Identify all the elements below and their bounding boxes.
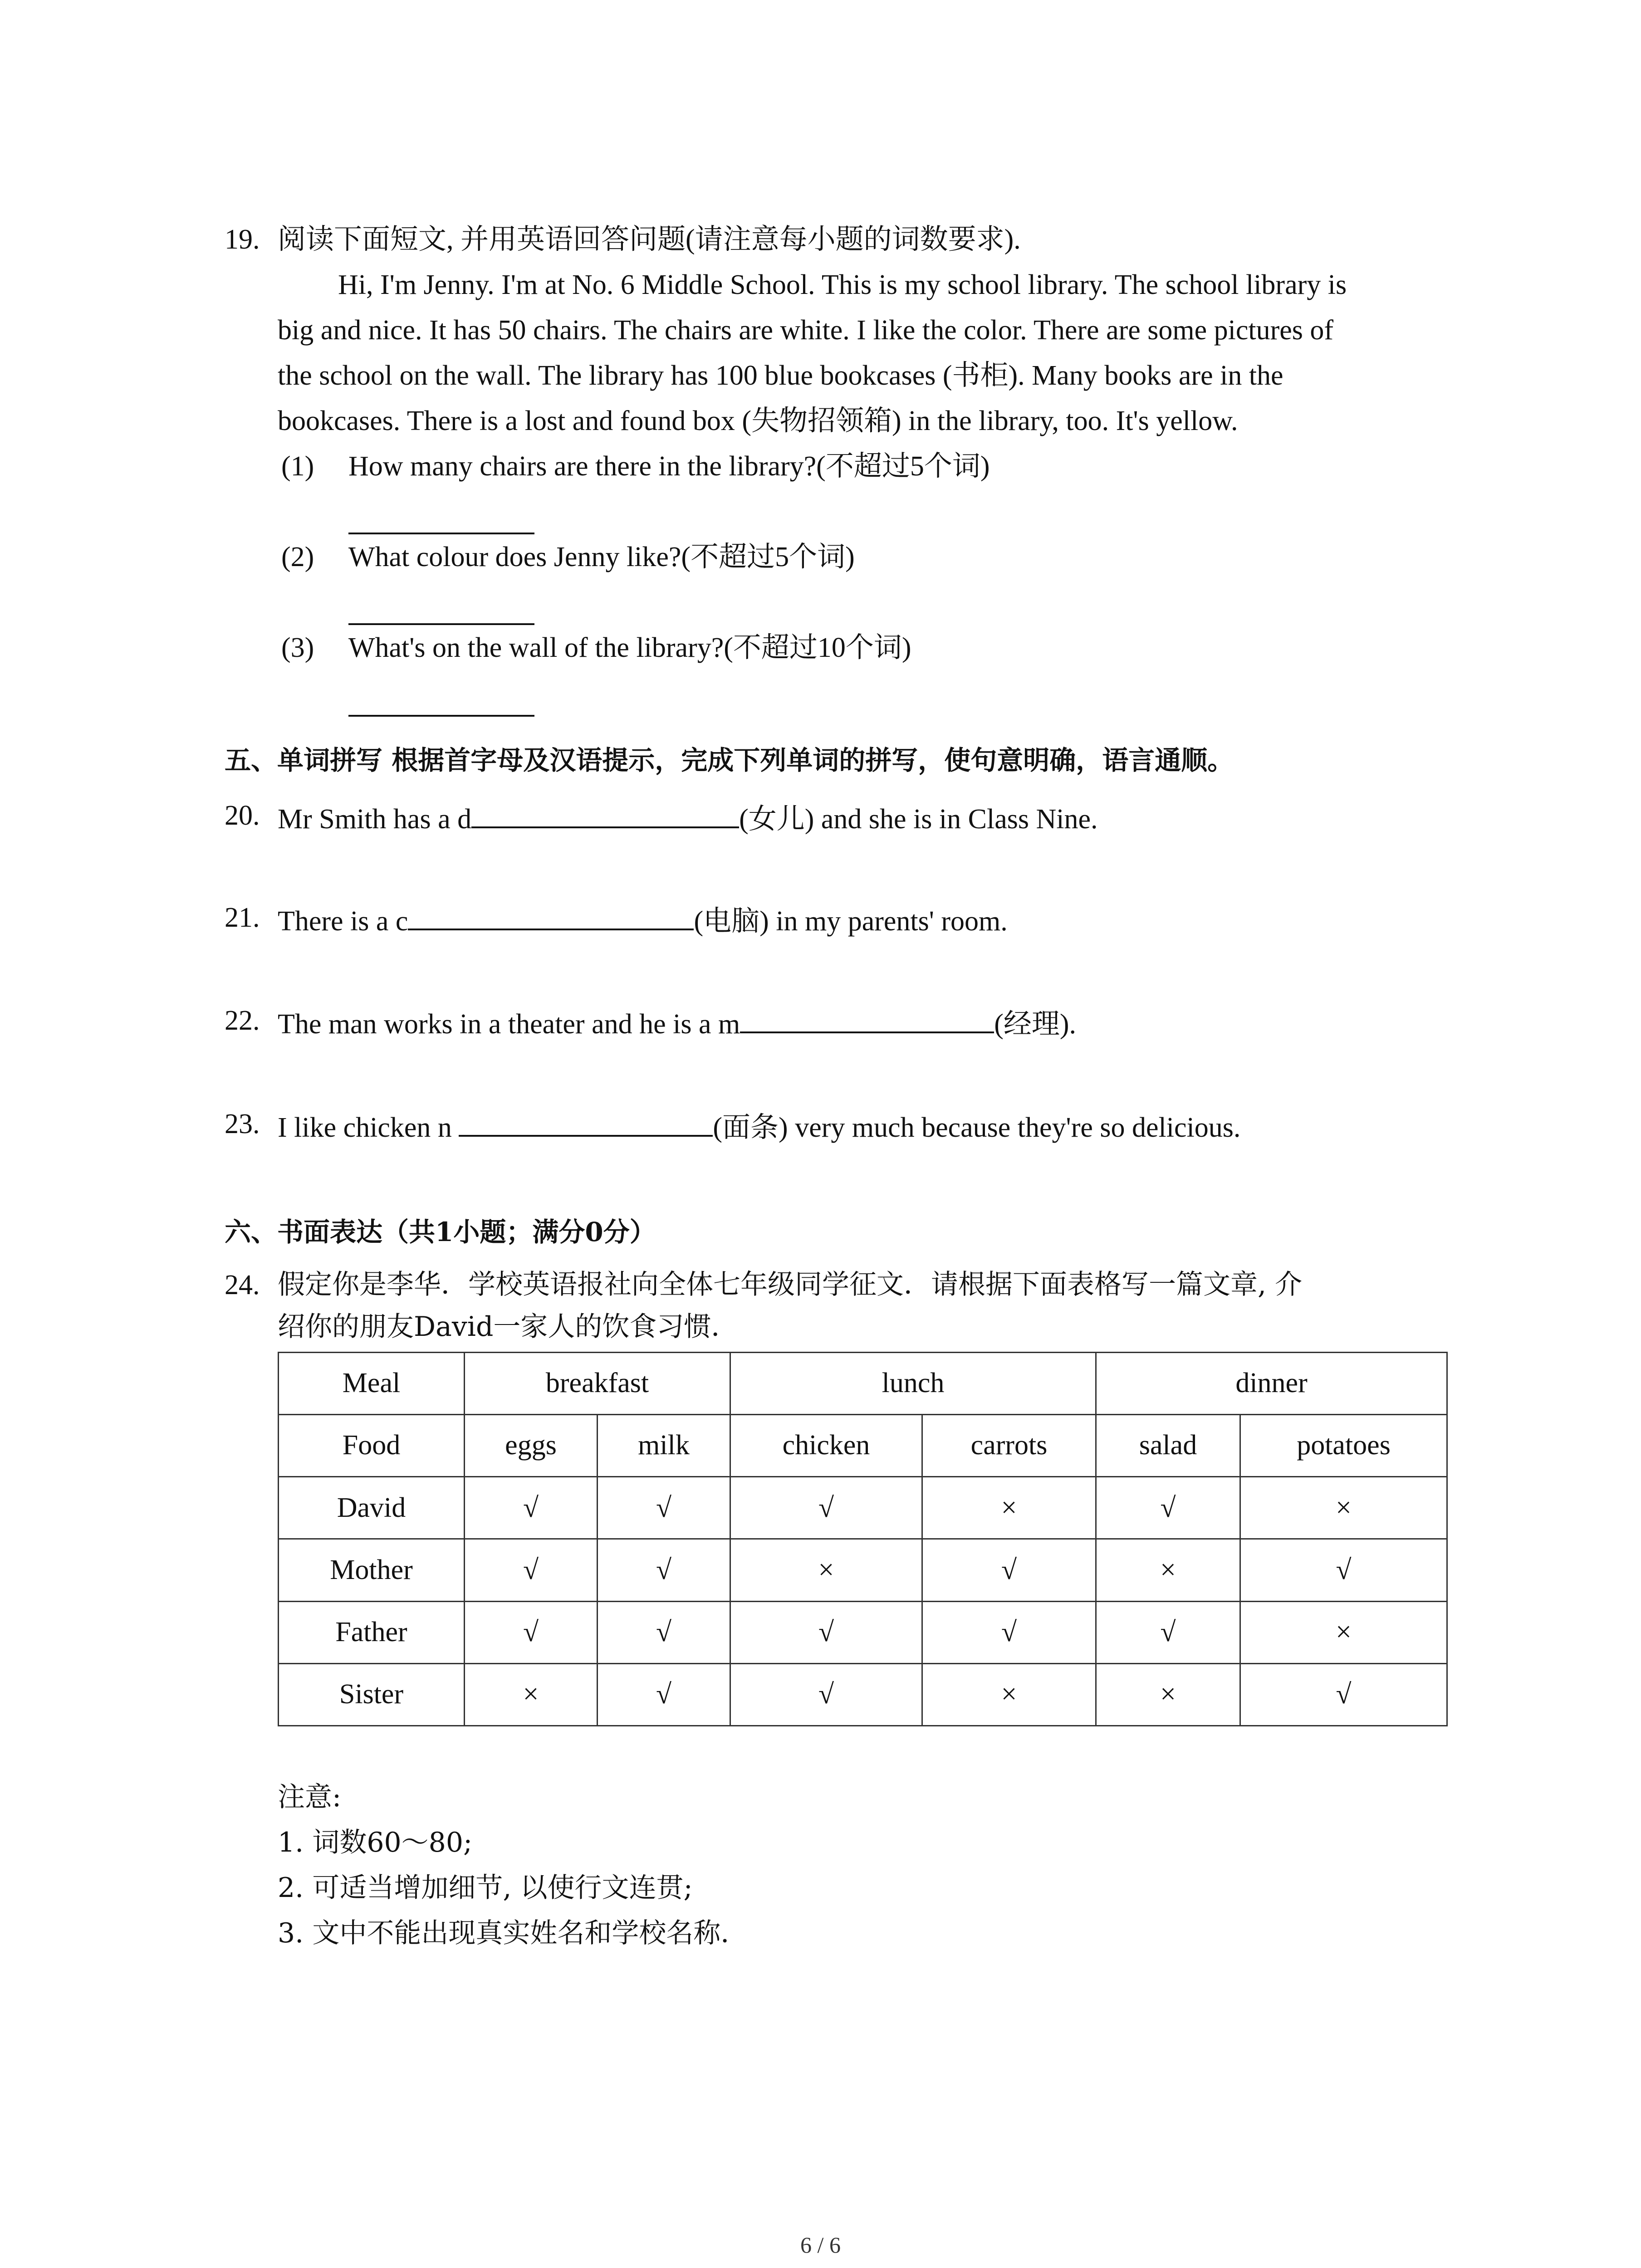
question-instruction: 绍你的朋友David一家人的饮食习惯． (278, 1311, 739, 1343)
table-cell: √ (465, 1477, 598, 1539)
note-item: 3. 文中不能出现真实姓名和学校名称． (278, 1917, 748, 1949)
table-header-cell: salad (1096, 1415, 1240, 1477)
notes-title: 注意: (278, 1781, 342, 1813)
section-heading: 五、单词拼写 根据首字母及汉语提示，完成下列单词的拼写，使句意明确，语言通顺。 (225, 745, 1234, 776)
table-header-cell: breakfast (465, 1353, 730, 1415)
spelling-item: Mr Smith has a d (女儿) and she is in Class Nine. (278, 798, 1098, 837)
answer-blank[interactable] (459, 1107, 713, 1137)
table-header-cell: lunch (730, 1353, 1096, 1415)
answer-blank[interactable] (408, 900, 694, 930)
passage-line: the school on the wall. The library has 100 blue bookcases (书柜). Many books are in the (278, 360, 1283, 391)
table-header-cell: eggs (465, 1415, 598, 1477)
note-item: 1. 词数60～80; (278, 1827, 473, 1858)
table-cell: √ (1096, 1477, 1240, 1539)
table-cell: √ (598, 1601, 730, 1663)
table-cell: David (279, 1477, 465, 1539)
spelling-item: The man works in a theater and he is a m (经理). (278, 1003, 1076, 1042)
table-header-cell: dinner (1096, 1353, 1447, 1415)
table-header-cell: carrots (922, 1415, 1096, 1477)
table-cell: √ (730, 1663, 922, 1725)
table-cell: √ (922, 1539, 1096, 1601)
table-row (279, 1539, 1447, 1601)
table-cell: × (730, 1539, 922, 1601)
subquestion-number: (1) (281, 451, 314, 482)
subquestion-text: How many chairs are there in the library?(不超过5个词) (348, 451, 990, 482)
answer-line[interactable] (348, 533, 534, 534)
question-number: 24. (225, 1270, 260, 1300)
table-cell: √ (598, 1477, 730, 1539)
table-header-cell: Meal (279, 1353, 465, 1415)
table-cell: √ (598, 1663, 730, 1725)
subquestion-number: (2) (281, 542, 314, 572)
table-cell: × (465, 1663, 598, 1725)
section-heading: 六、书面表达（共1小题；满分0分） (225, 1217, 656, 1247)
table-cell: √ (730, 1477, 922, 1539)
answer-line[interactable] (348, 623, 534, 625)
table-cell: √ (598, 1539, 730, 1601)
table-row (279, 1353, 1447, 1415)
spelling-item: There is a c (电脑) in my parents' room. (278, 900, 1008, 939)
table-row (279, 1415, 1447, 1477)
answer-blank[interactable] (740, 1003, 994, 1033)
table-cell: √ (1096, 1601, 1240, 1663)
question-number: 21. (225, 902, 260, 933)
table-header-cell: Food (279, 1415, 465, 1477)
question-number: 22. (225, 1005, 260, 1036)
answer-blank[interactable] (471, 798, 739, 828)
table-header-cell: milk (598, 1415, 730, 1477)
table-cell: × (1240, 1601, 1447, 1663)
table-cell: Father (279, 1601, 465, 1663)
table-cell: × (1096, 1539, 1240, 1601)
table-header-cell: potatoes (1240, 1415, 1447, 1477)
table-cell: × (1240, 1477, 1447, 1539)
subquestion-text: What colour does Jenny like?(不超过5个词) (348, 542, 855, 572)
passage-line: big and nice. It has 50 chairs. The chairs are white. I like the color. There are some pictures of (278, 315, 1334, 346)
spelling-item: I like chicken n (面条) very much because they're so delicious. (278, 1107, 1240, 1146)
table-cell: Mother (279, 1539, 465, 1601)
diet-table (278, 1352, 1448, 1726)
table-cell: × (922, 1477, 1096, 1539)
table-cell: × (922, 1663, 1096, 1725)
table-cell: √ (465, 1601, 598, 1663)
answer-line[interactable] (348, 715, 534, 717)
table-cell: √ (922, 1601, 1096, 1663)
table-row (279, 1601, 1447, 1663)
question-number: 19. (225, 224, 260, 255)
table-row (279, 1477, 1447, 1539)
passage-line: bookcases. There is a lost and found box (失物招领箱) in the library, too. It's yellow. (278, 406, 1238, 436)
table-cell: √ (1240, 1663, 1447, 1725)
subquestion-text: What's on the wall of the library?(不超过10个词) (348, 632, 911, 663)
question-number: 23. (225, 1109, 260, 1139)
question-instruction: 阅读下面短文, 并用英语回答问题(请注意每小题的词数要求). (278, 224, 1021, 255)
passage-line: Hi, I'm Jenny. I'm at No. 6 Middle School. This is my school library. The school library is (338, 269, 1347, 300)
table-cell: √ (465, 1539, 598, 1601)
question-instruction: 假定你是李华．学校英语报社向全体七年级同学征文．请根据下面表格写一篇文章, 介 (278, 1269, 1303, 1300)
table-header-cell: chicken (730, 1415, 922, 1477)
table-cell: √ (1240, 1539, 1447, 1601)
table-cell: √ (730, 1601, 922, 1663)
question-number: 20. (225, 800, 260, 831)
note-item: 2. 可适当增加细节, 以使行文连贯; (278, 1872, 693, 1904)
table-cell: Sister (279, 1663, 465, 1725)
page-number: 6 / 6 (800, 2232, 841, 2258)
subquestion-number: (3) (281, 632, 314, 663)
table-cell: × (1096, 1663, 1240, 1725)
table-row (279, 1663, 1447, 1725)
